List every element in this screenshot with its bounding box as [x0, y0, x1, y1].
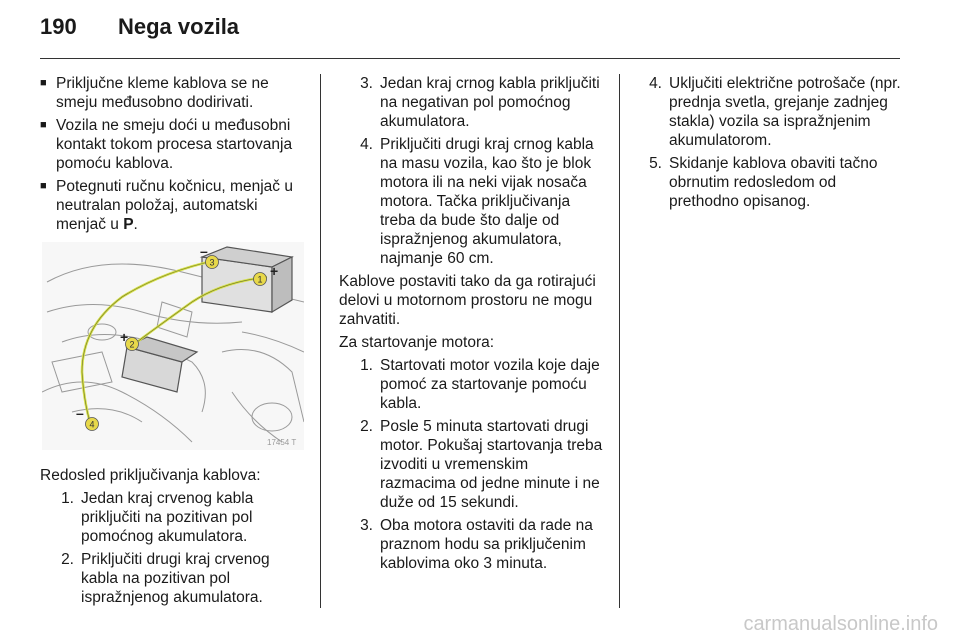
svg-text:2: 2 — [129, 339, 135, 350]
svg-text:1: 1 — [257, 274, 263, 285]
column-divider — [619, 74, 620, 608]
column-divider — [320, 74, 321, 608]
column-3 — [638, 74, 908, 215]
list-item: 3. Oba motora ostaviti da rade na praznom hodu sa priključenim kablovima oko 3 minuta. — [360, 517, 593, 572]
list-item: 2. Priključiti drugi kraj crvenog kabla na pozitivan pol ispražnjenog akumulatora. — [61, 551, 270, 606]
plus-sign-icon: + — [120, 329, 129, 345]
watermark: carmanualsonline.info — [743, 613, 938, 635]
list-item: 2. Posle 5 minuta startovati drugi motor. Pokušaj startovanja treba izvoditi u vremenskim razmacima od jedne minute i ne duže od 15 sekundi. — [360, 418, 603, 511]
page-title: Nega vozila — [118, 14, 240, 39]
list-item: 5. Skidanje kablova obaviti tačno obrnutim redosledom od prethodno opisanog. — [649, 155, 878, 210]
square-bullet-icon: ■ — [40, 119, 47, 131]
square-bullet-icon: ■ — [40, 77, 47, 89]
list-item: 3. Jedan kraj crnog kabla priključiti na negativan pol pomoćnog akumulatora. — [360, 75, 600, 130]
minus-sign-icon: – — [200, 243, 208, 259]
svg-text:4: 4 — [89, 419, 95, 430]
plus-sign-icon: + — [270, 263, 279, 279]
list-item: 4. Uključiti električne potrošače (npr. prednja svetla, grejanje zadnjeg stakla) vozila sa ispražnjenim akumulatorom. — [649, 75, 901, 149]
bullet-item: ■ Potegnuti ručnu kočnicu, menjač u neutralan položaj, automatski menjač u P. — [40, 178, 293, 233]
list-item: 4. Priključiti drugi kraj crnog kabla na masu vozila, kao što je blok motora ili na neki vijak nosača motora. Tačka priključivanja treba da bude što dalje od ispražnjenog akumulatora, najmanje 60 cm. — [360, 136, 594, 267]
bullet-item: ■ Vozila ne smeju doći u međusobni kontakt tokom procesa startovanja pomoću kablova. — [40, 117, 293, 172]
square-bullet-icon: ■ — [40, 180, 47, 192]
page-number: 190 — [40, 14, 77, 39]
page-header — [40, 14, 239, 44]
header-rule — [40, 58, 900, 59]
minus-sign-icon: – — [76, 405, 84, 421]
bullet-item: ■ Priključne kleme kablova se ne smeju međusobno dodirivati. — [40, 75, 269, 111]
column-2 — [339, 74, 605, 577]
paragraph: Kablove postaviti tako da ga rotirajući delovi u motornom prostoru ne mogu zahvatiti. — [339, 273, 596, 328]
svg-text:3: 3 — [209, 257, 215, 268]
marker-1 — [254, 273, 267, 286]
figure-code: 17454 T — [267, 438, 297, 447]
list-item: 1. Jedan kraj crvenog kabla priključiti na pozitivan pol pomoćnog akumulatora. — [61, 490, 254, 545]
gear-position-p: P — [123, 216, 134, 233]
sequence-heading: Redosled priključivanja kablova: — [40, 467, 261, 484]
jump-start-illustration — [42, 242, 304, 450]
list-item: 1. Startovati motor vozila koje daje pomoć za startovanje pomoću kabla. — [360, 357, 600, 412]
marker-4 — [86, 418, 99, 431]
start-heading: Za startovanje motora: — [339, 334, 495, 351]
column-1 — [40, 74, 308, 611]
